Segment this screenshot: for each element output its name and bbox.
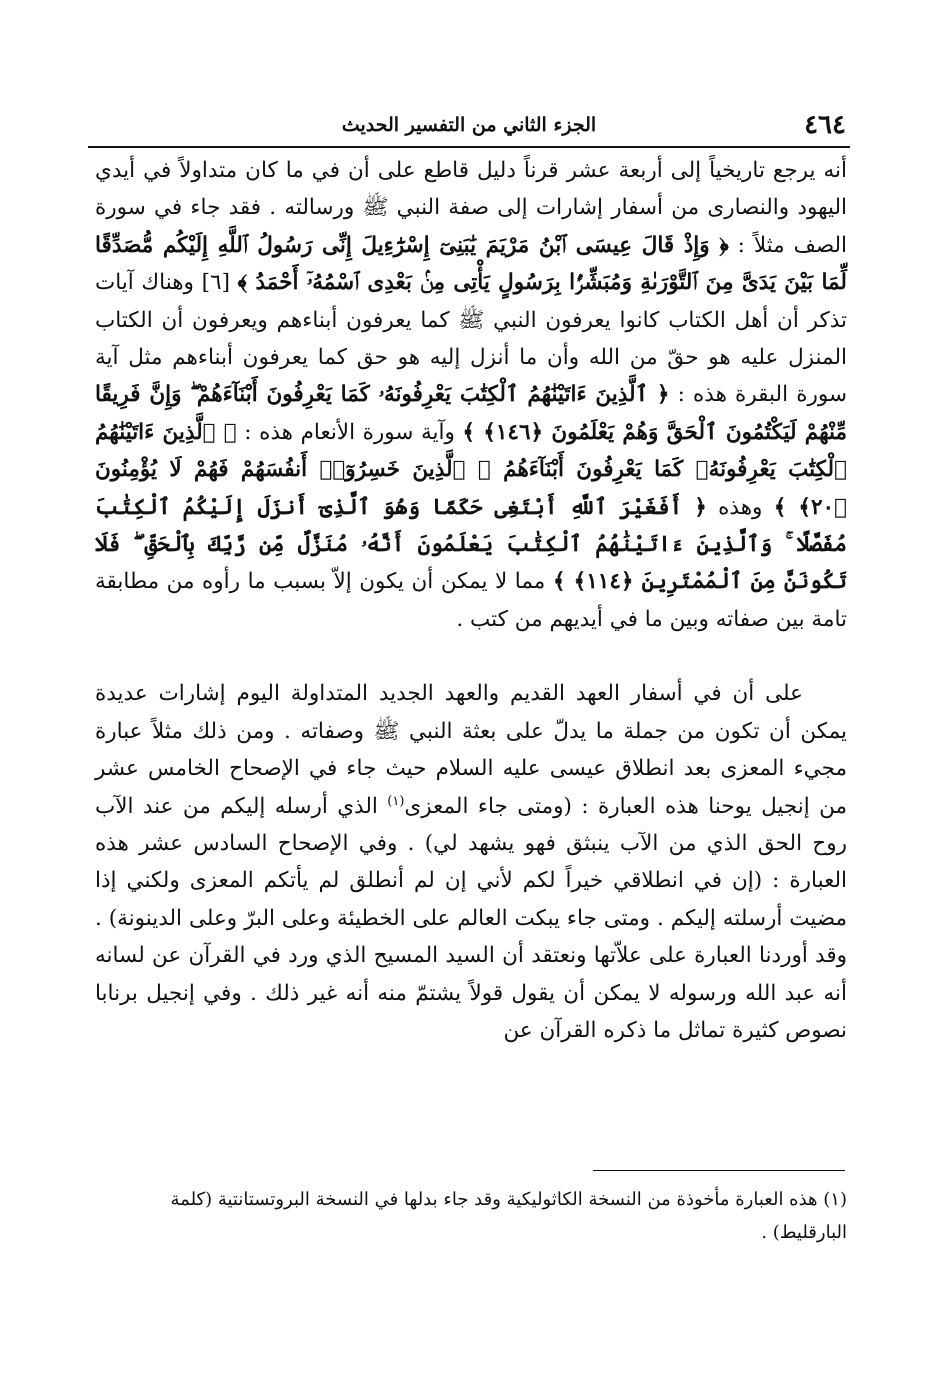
paragraph-2-text-2: الذي أرسله إليكم من عند الآب روح الحق الذي من الآب ينبثق فهو يشهد لي) . وفي الإصحاح السادس عشر هذه العبارة : (إن في انطلاقي خيراً لكم لأني إن لم أنطلق لم يأتكم المعزى ولكني إذا مضيت أرسلته إليكم . ومتى جاء يبكت العالم على الخطيئة وعلى البرّ وعلى الدينونة) . وقد أوردنا العبارة على علاّتها ونعتقد أن السيد المسيح الذي ورد في القرآن عن لسانه أنه عبد الله ورسوله لا يمكن أن يقول قولاً يشتمّ منه أنه غير ذلك . وفي إنجيل برنابا نصوص كثيرة تماثل ما ذكره القرآن عن (95, 793, 847, 1043)
footnote: (١) هذه العبارة مأخوذة من النسخة الكاثوليكية وقد جاء بدلها في النسخة البروتستانتية (كلمة البارقليط) . (170, 1189, 847, 1243)
quran-verse-as-saff: ﴿ وَإِذْ قَالَ عِيسَى ٱبْنُ مَرْيَمَ يَٰبَنِىٓ إِسْرَٰٓءِيلَ إِنِّى رَسُولُ ٱللَّهِ إِلَيْكُم مُّصَدِّقًا لِّمَا بَيْنَ يَدَىَّ مِنَ ٱلتَّوْرَىٰةِ وَمُبَشِّرًۢا بِرَسُولٍ يَأْتِى مِنۢ بَعْدِى ٱسْمُهُۥٓ أَحْمَدُ ﴾ (95, 232, 847, 296)
paragraph-1-text-2: [٦] وهناك آيات تذكر أن أهل الكتاب كانوا يعرفون النبي ﷺ كما يعرفون أبناءهم ويعرفون أن الكتاب المنزل عليه هو حقّ من الله وأن ما أنزل إليه هو حق كما يعرفون أبناءهم مثل آية سورة البقرة هذه : (95, 270, 847, 408)
paragraph-2-text-1: على أن في أسفار العهد القديم والعهد الجديد المتداولة اليوم إشارات عديدة يمكن أن تكون من جملة ما يدلّ على بعثة النبي ﷺ وصفاته . ومن ذلك مثلاً عبارة مجيء المعزى بعد انطلاق عيسى عليه السلام حيث جاء في الإصحاح الخامس عشر من إنجيل يوحنا هذه العبارة : (ومتى جاء المعزى (95, 681, 847, 819)
page-number: ٤٦٤ (804, 110, 846, 140)
quran-verse-al-baqarah: ﴿ ٱلَّذِينَ ءَاتَيْنَٰهُمُ ٱلْكِتَٰبَ يَعْرِفُونَهُۥ كَمَا يَعْرِفُونَ أَبْنَآءَهُمْ ۖ وَإِنَّ فَرِيقًا مِّنْهُمْ لَيَكْتُمُونَ ٱلْحَقَّ وَهُمْ يَعْلَمُونَ ﴿١٤٦﴾ ﴾ (95, 382, 847, 445)
paragraph-1-text-4: وهذه (706, 494, 774, 520)
quran-verse-al-anam-20: ﴿ ٱلَّذِينَ ءَاتَيْنَٰهُمُ ٱلْكِتَٰبَ يَعْرِفُونَهُۥ كَمَا يَعْرِفُونَ أَبْنَآءَهُمُ ۘ ٱلَّذِينَ خَسِرُوٓا۟ أَنفُسَهُمْ فَهُمْ لَا يُؤْمِنُونَ ﴿٢٠﴾ ﴾ (95, 419, 847, 520)
page-header (88, 104, 850, 148)
paragraph-2 (95, 675, 847, 1049)
paragraph-1-text-3: وآية سورة الأنعام هذه : (236, 419, 463, 445)
running-title: الجزء الثاني من التفسير الحديث (341, 114, 597, 136)
paragraph-1-text-1: أنه يرجع تاريخياً إلى أربعة عشر قرناً دليل قاطع على أن في ما كان متداولاً في أيدي اليهود والنصارى من أسفار إشارات إلى صفة النبي ﷺ ورسالته . فقد جاء في سورة الصف مثلاً : (95, 158, 847, 258)
paragraph-1 (95, 152, 847, 638)
paragraph-1-text-5: مما لا يمكن أن يكون إلاّ بسبب ما رأوه من مطابقة تامة بين صفاته وبين ما في أيديهم من كتب . (95, 569, 847, 632)
body-text (95, 152, 847, 1049)
footnote-divider (593, 1170, 845, 1171)
quran-verse-al-anam-114: ﴿ أَفَغَيْرَ ٱللَّهِ أَبْتَغِى حَكَمًا وَهُوَ ٱلَّذِىٓ أَنزَلَ إِلَيْكُمُ ٱلْكِتَٰبَ مُفَصَّلًا ۚ وَٱلَّذِينَ ءَاتَيْنَٰهُمُ ٱلْكِتَٰبَ يَعْلَمُونَ أَنَّهُۥ مُنَزَّلٌ مِّن رَّبِّكَ بِٱلْحَقِّ ۖ فَلَا تَكُونَنَّ مِنَ ٱلْمُمْتَرِينَ ﴿١١٤﴾ ﴾ (95, 494, 847, 595)
footnote-reference: (١) (387, 793, 405, 809)
